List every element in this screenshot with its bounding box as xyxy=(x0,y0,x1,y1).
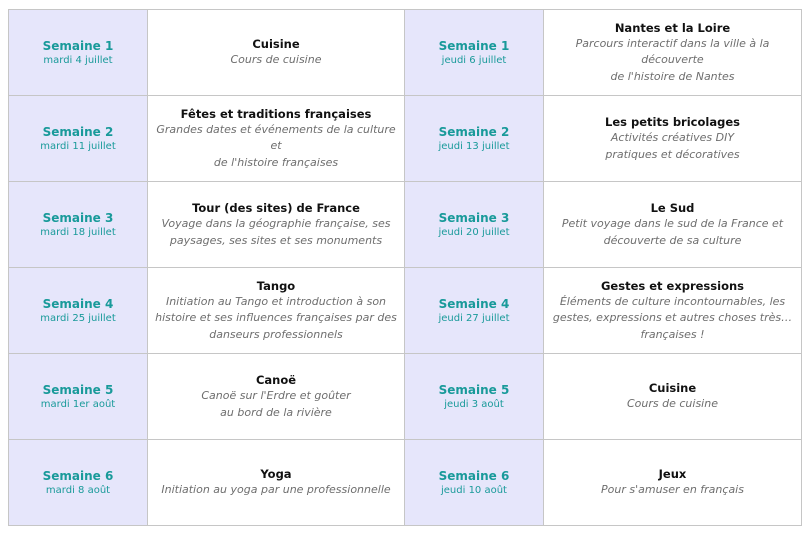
activity-title: Cuisine xyxy=(648,381,697,396)
activity-title: Jeux xyxy=(658,467,687,482)
week-date: jeudi 27 juillet xyxy=(438,312,510,324)
schedule-row xyxy=(9,440,802,526)
activity-title: Le Sud xyxy=(650,201,695,215)
week-cell-tuesday xyxy=(9,354,148,440)
week-label: Semaine 5 xyxy=(438,382,510,397)
week-date: jeudi 6 juillet xyxy=(441,54,507,66)
week-date: jeudi 10 août xyxy=(441,484,507,496)
week-label: Semaine 6 xyxy=(438,468,510,483)
week-label: Semaine 1 xyxy=(42,38,114,53)
activity-cell-tuesday xyxy=(148,96,405,182)
activity-description: Cours de cuisine xyxy=(230,53,322,67)
activity-title: Yoga xyxy=(260,467,292,482)
week-cell-tuesday xyxy=(9,10,148,96)
activity-cell-thursday xyxy=(544,268,802,354)
week-date: jeudi 20 juillet xyxy=(438,226,510,238)
week-cell-thursday xyxy=(405,268,544,354)
schedule-table xyxy=(8,9,802,526)
activity-description: Initiation au yoga par une professionnelle xyxy=(161,483,391,497)
week-label: Semaine 2 xyxy=(42,124,114,139)
week-cell-thursday xyxy=(405,10,544,96)
activity-cell-thursday xyxy=(544,182,802,268)
activity-cell-tuesday xyxy=(148,268,405,354)
activity-title: Fêtes et traditions françaises xyxy=(180,106,372,121)
week-cell-thursday xyxy=(405,96,544,182)
week-label: Semaine 1 xyxy=(438,38,510,53)
activity-title: Gestes et expressions xyxy=(600,278,744,293)
week-date: mardi 1er août xyxy=(40,398,116,410)
week-cell-thursday xyxy=(405,182,544,268)
week-label: Semaine 4 xyxy=(42,296,114,311)
week-label: Semaine 2 xyxy=(438,124,510,139)
week-label: Semaine 3 xyxy=(42,210,114,225)
week-date: mardi 18 juillet xyxy=(40,226,116,238)
schedule-row xyxy=(9,182,802,268)
week-cell-tuesday xyxy=(9,440,148,526)
activity-cell-tuesday xyxy=(148,354,405,440)
schedule-row xyxy=(9,10,802,96)
activity-description: Éléments de culture incontournables, les gestes, expressions et autres choses très… françaises ! xyxy=(552,294,793,341)
week-cell-thursday xyxy=(405,354,544,440)
week-date: mardi 11 juillet xyxy=(40,140,116,152)
schedule-row xyxy=(9,268,802,354)
schedule-body xyxy=(9,10,802,526)
activity-title: Tango xyxy=(256,278,296,293)
activity-title: Canoë xyxy=(255,373,297,387)
week-date: mardi 4 juillet xyxy=(43,54,113,66)
activity-description: Pour s'amuser en français xyxy=(601,483,744,497)
activity-title: Nantes et la Loire xyxy=(614,20,731,35)
week-cell-thursday xyxy=(405,440,544,526)
activity-cell-thursday xyxy=(544,96,802,182)
week-cell-tuesday xyxy=(9,182,148,268)
activity-cell-thursday xyxy=(544,10,802,96)
activity-description: Activités créatives DIY pratiques et décoratives xyxy=(605,131,740,161)
week-label: Semaine 6 xyxy=(42,468,114,483)
activity-description: Initiation au Tango et introduction à son histoire et ses influences françaises par des danseurs professionnels xyxy=(155,294,397,341)
activity-description: Canoë sur l'Erdre et goûter au bord de la rivière xyxy=(201,389,351,419)
activity-title: Cuisine xyxy=(252,37,300,52)
week-date: mardi 8 août xyxy=(45,484,111,496)
activity-description: Parcours interactif dans la ville à la découverte de l'histoire de Nantes xyxy=(575,36,770,83)
week-cell-tuesday xyxy=(9,96,148,182)
week-date: jeudi 3 août xyxy=(444,398,504,410)
activity-description: Voyage dans la géographie française, ses paysages, ses sites et ses monuments xyxy=(161,217,391,247)
schedule-row xyxy=(9,354,802,440)
week-date: jeudi 13 juillet xyxy=(438,140,510,152)
week-label: Semaine 3 xyxy=(438,210,510,225)
activity-title: Les petits bricolages xyxy=(605,115,740,129)
activity-description: Petit voyage dans le sud de la France et découverte de sa culture xyxy=(561,217,784,247)
activity-cell-tuesday xyxy=(148,10,405,96)
activity-cell-thursday xyxy=(544,354,802,440)
activity-cell-tuesday xyxy=(148,182,405,268)
activity-cell-tuesday xyxy=(148,440,405,526)
activity-description: Grandes dates et événements de la culture et de l'histoire françaises xyxy=(156,122,396,169)
activity-cell-thursday xyxy=(544,440,802,526)
week-date: mardi 25 juillet xyxy=(40,312,116,324)
activity-description: Cours de cuisine xyxy=(627,397,718,411)
week-label: Semaine 5 xyxy=(42,382,114,397)
week-cell-tuesday xyxy=(9,268,148,354)
schedule-row xyxy=(9,96,802,182)
week-label: Semaine 4 xyxy=(438,296,510,311)
activity-title: Tour (des sites) de France xyxy=(192,201,360,215)
